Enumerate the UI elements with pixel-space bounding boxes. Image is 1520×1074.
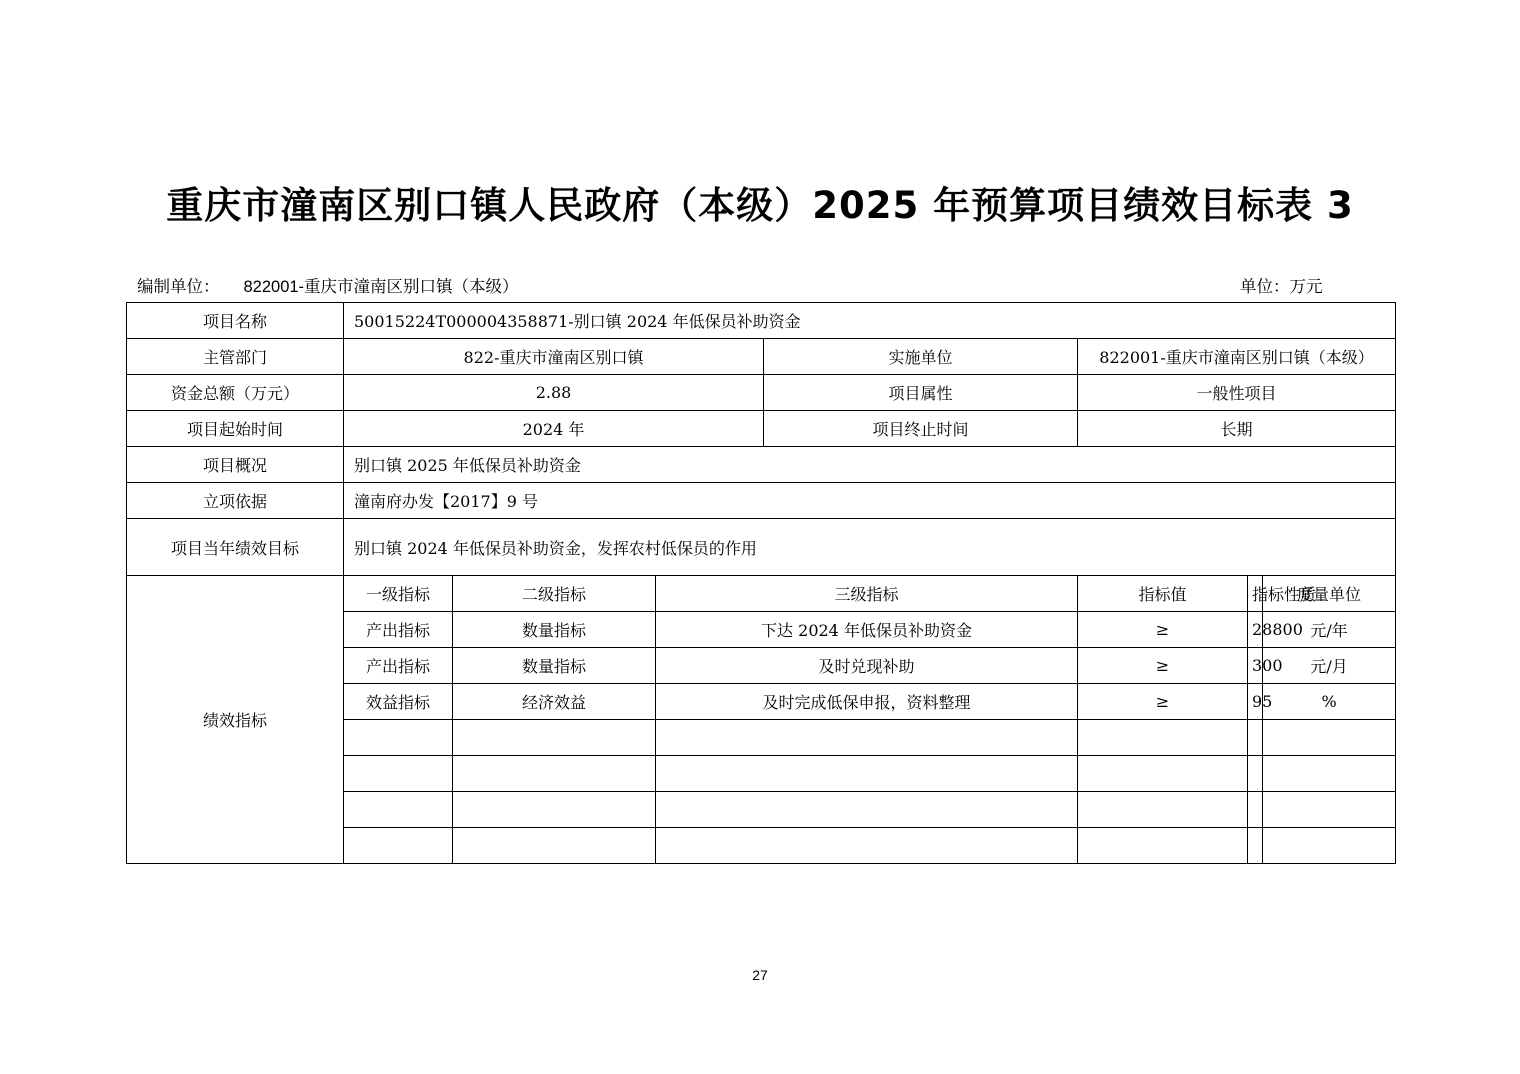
row-overview <box>127 447 1396 483</box>
page-number: 27 <box>752 967 768 983</box>
row-dept <box>127 339 1396 375</box>
indicator-unit <box>1263 792 1396 828</box>
goal-value: 别口镇 2024 年低保员补助资金，发挥农村低保员的作用 <box>344 519 1396 576</box>
row-time <box>127 411 1396 447</box>
attr-value: 一般性项目 <box>1078 375 1396 411</box>
goal-label: 项目当年绩效目标 <box>127 519 344 576</box>
indicator-value: ≥ <box>1078 612 1248 648</box>
row-goal <box>127 519 1396 576</box>
attr-label: 项目属性 <box>764 375 1078 411</box>
indicator-level2: 经济效益 <box>453 684 656 720</box>
basis-value: 潼南府办发【2017】9 号 <box>344 483 1396 519</box>
header-nature: 指标性质 <box>1248 576 1263 612</box>
header-level3: 三级指标 <box>656 576 1078 612</box>
indicator-unit <box>1263 720 1396 756</box>
start-value: 2024 年 <box>344 411 764 447</box>
basis-label: 立项依据 <box>127 483 344 519</box>
header-value: 指标值 <box>1078 576 1248 612</box>
indicator-value: ≥ <box>1078 684 1248 720</box>
row-project-name <box>127 303 1396 339</box>
project-name-value: 50015224T000004358871-别口镇 2024 年低保员补助资金 <box>344 303 1396 339</box>
indicator-level2 <box>453 828 656 864</box>
row-basis <box>127 483 1396 519</box>
dept-value: 822-重庆市潼南区别口镇 <box>344 339 764 375</box>
end-value: 长期 <box>1078 411 1396 447</box>
indicator-value <box>1078 756 1248 792</box>
indicator-unit <box>1263 828 1396 864</box>
indicator-level3: 下达 2024 年低保员补助资金 <box>656 612 1078 648</box>
dept-label: 主管部门 <box>127 339 344 375</box>
indicator-value <box>1078 792 1248 828</box>
header-level2: 二级指标 <box>453 576 656 612</box>
total-label: 资金总额（万元） <box>127 375 344 411</box>
indicator-header-row <box>127 576 1396 612</box>
end-label: 项目终止时间 <box>764 411 1078 447</box>
indicator-level3: 及时兑现补助 <box>656 648 1078 684</box>
indicator-nature <box>1248 720 1263 756</box>
page-title: 重庆市潼南区别口镇人民政府（本级）2025 年预算项目绩效目标表 3 <box>166 184 1354 227</box>
indicator-level3 <box>656 792 1078 828</box>
impl-unit-label: 实施单位 <box>764 339 1078 375</box>
header-unit: 度量单位 <box>1263 576 1396 612</box>
impl-unit-value: 822001-重庆市潼南区别口镇（本级） <box>1078 339 1396 375</box>
indicator-nature: 28800 <box>1248 612 1263 648</box>
indicator-unit: 元/月 <box>1263 648 1396 684</box>
indicator-level3 <box>656 720 1078 756</box>
indicator-level1 <box>344 828 453 864</box>
compiler-info <box>137 273 519 297</box>
indicator-level1 <box>344 756 453 792</box>
indicator-level2: 数量指标 <box>453 612 656 648</box>
compiler-label: 编制单位： <box>137 278 220 296</box>
indicator-level1 <box>344 792 453 828</box>
indicator-level2: 数量指标 <box>453 648 656 684</box>
indicator-level3 <box>656 828 1078 864</box>
indicator-level1: 产出指标 <box>344 612 453 648</box>
indicator-nature: 300 <box>1248 648 1263 684</box>
unit-label: 单位：万元 <box>1240 278 1323 296</box>
total-value: 2.88 <box>344 375 764 411</box>
indicator-level1: 效益指标 <box>344 684 453 720</box>
indicator-level2 <box>453 756 656 792</box>
compiler-value: 822001-重庆市潼南区别口镇（本级） <box>243 278 519 296</box>
overview-label: 项目概况 <box>127 447 344 483</box>
indicator-nature <box>1248 756 1263 792</box>
header-level1: 一级指标 <box>344 576 453 612</box>
indicator-value <box>1078 828 1248 864</box>
indicator-level3: 及时完成低保申报，资料整理 <box>656 684 1078 720</box>
indicator-nature <box>1248 828 1263 864</box>
indicator-value <box>1078 720 1248 756</box>
performance-table <box>126 302 1396 864</box>
start-label: 项目起始时间 <box>127 411 344 447</box>
indicator-level1: 产出指标 <box>344 648 453 684</box>
indicator-nature <box>1248 792 1263 828</box>
indicator-unit: 元/年 <box>1263 612 1396 648</box>
indicator-level2 <box>453 720 656 756</box>
indicator-level3 <box>656 756 1078 792</box>
indicators-section-label: 绩效指标 <box>127 576 344 864</box>
indicator-level2 <box>453 792 656 828</box>
indicator-unit: % <box>1263 684 1396 720</box>
indicator-value: ≥ <box>1078 648 1248 684</box>
indicator-nature: 95 <box>1248 684 1263 720</box>
indicator-level1 <box>344 720 453 756</box>
indicator-unit <box>1263 756 1396 792</box>
row-total <box>127 375 1396 411</box>
overview-value: 别口镇 2025 年低保员补助资金 <box>344 447 1396 483</box>
project-name-label: 项目名称 <box>127 303 344 339</box>
